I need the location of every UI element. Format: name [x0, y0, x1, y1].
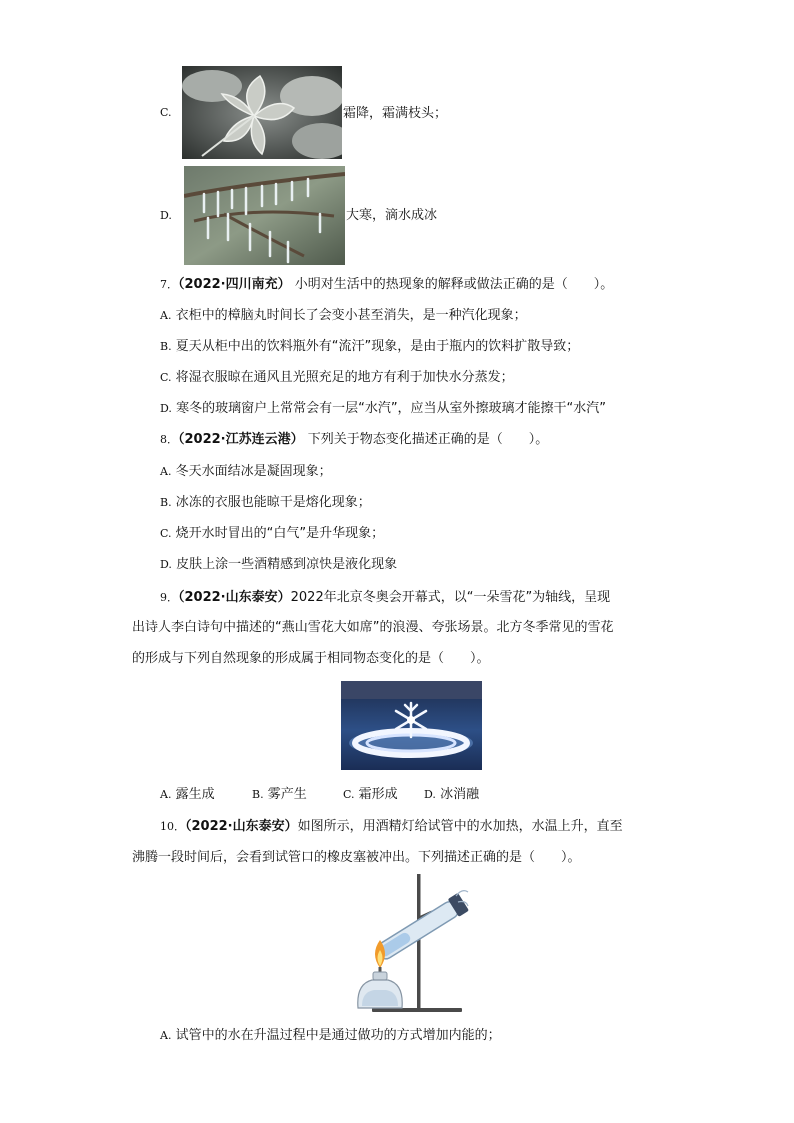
option-text: 衣柜中的樟脑丸时间长了会变小甚至消失，是一种汽化现象；	[175, 308, 527, 323]
option-letter: A.	[160, 465, 172, 478]
option-letter: B.	[160, 340, 172, 353]
q10-number: 10．	[160, 820, 185, 833]
option-text: 夏天从柜中出的饮料瓶外有“流汗”现象，是由于瓶内的饮料扩散导致；	[175, 339, 580, 354]
q6-option-c-text: 霜降，霜满枝头；	[343, 106, 448, 121]
icicle-branch-image	[184, 166, 345, 265]
q10-option-a	[160, 1027, 501, 1045]
q7-option-d	[160, 400, 606, 418]
q8-stem-text: 下列关于物态变化描述正确的是（ ）。	[307, 432, 549, 447]
snowflake-ceremony-image	[341, 681, 482, 770]
q6-option-c-letter: C.	[160, 106, 172, 119]
option-letter: C.	[343, 788, 355, 801]
q9-line1-text: 2022年北京冬奥会开幕式，以“一朵雪花”为轴线，呈现	[290, 590, 611, 605]
q7-option-b	[160, 338, 579, 356]
option-text: 霜形成	[358, 787, 398, 802]
q7-stem-text: 小明对生活中的热现象的解释或做法正确的是（ ）。	[294, 277, 614, 292]
q10-line1-text: 如图所示，用酒精灯给试管中的水加热，水温上升，直至	[297, 819, 623, 834]
q10-line2: 沸腾一段时间后，会看到试管口的橡皮塞被冲出。下列描述正确的是（ ）。	[132, 850, 581, 865]
option-letter: A.	[160, 1029, 172, 1042]
q7-stem	[160, 276, 613, 294]
option-text: 冰冻的衣服也能晾干是熔化现象；	[175, 495, 371, 510]
q9-number: 9．	[160, 591, 178, 604]
option-text: 冬天水面结冰是凝固现象；	[175, 464, 332, 479]
option-letter: B.	[160, 496, 172, 509]
q10-line1	[160, 818, 623, 836]
option-text: 将湿衣服晾在通风且光照充足的地方有利于加快水分蒸发；	[175, 370, 514, 385]
q8-option-d	[160, 556, 397, 574]
option-text: 寒冬的玻璃窗户上常常会有一层“水汽”，应当从室外擦玻璃才能擦干“水汽”	[176, 401, 607, 416]
option-letter: B.	[252, 788, 264, 801]
option-text: 皮肤上涂一些酒精感到凉快是液化现象	[176, 557, 398, 572]
q7-option-a	[160, 307, 527, 325]
option-text: 冰消融	[440, 787, 480, 802]
q8-stem	[160, 431, 548, 449]
option-text: 试管中的水在升温过程中是通过做功的方式增加内能的；	[175, 1028, 501, 1043]
option-text: 烧开水时冒出的“白气”是升华现象；	[175, 526, 385, 541]
q7-source: （2022·四川南充）	[178, 277, 291, 292]
option-letter: D.	[160, 558, 172, 571]
q9-line1	[160, 589, 610, 607]
option-letter: A.	[160, 309, 172, 322]
q9-line3: 的形成与下列自然现象的形成属于相同物态变化的是（ ）。	[132, 651, 490, 666]
q6-option-d-text: 大寒，滴水成冰	[346, 208, 438, 223]
alcohol-lamp-test-tube-diagram	[352, 872, 474, 1016]
option-text: 露生成	[175, 787, 215, 802]
q9-option-c	[343, 786, 398, 804]
option-letter: D.	[424, 788, 436, 801]
frost-leaf-image	[182, 66, 342, 159]
q9-line2: 出诗人李白诗句中描述的“燕山雪花大如席”的浪漫、夸张场景。北方冬季常见的雪花	[132, 620, 614, 635]
q8-option-c	[160, 525, 384, 543]
q7-option-c	[160, 369, 514, 387]
option-letter: C.	[160, 371, 172, 384]
q10-source: （2022·山东泰安）	[185, 819, 298, 834]
q9-option-d	[424, 786, 479, 804]
q9-options	[160, 786, 215, 804]
option-letter: D.	[160, 402, 172, 415]
q8-source: （2022·江苏连云港）	[178, 432, 304, 447]
q7-number: 7．	[160, 278, 178, 291]
option-text: 雾产生	[267, 787, 307, 802]
q8-option-a	[160, 463, 332, 481]
q9-source: （2022·山东泰安）	[178, 590, 291, 605]
q6-option-d-letter: D.	[160, 209, 172, 222]
option-letter: A.	[160, 788, 172, 801]
q8-option-b	[160, 494, 371, 512]
q9-option-b	[252, 786, 307, 804]
q8-number: 8．	[160, 433, 178, 446]
option-letter: C.	[160, 527, 172, 540]
